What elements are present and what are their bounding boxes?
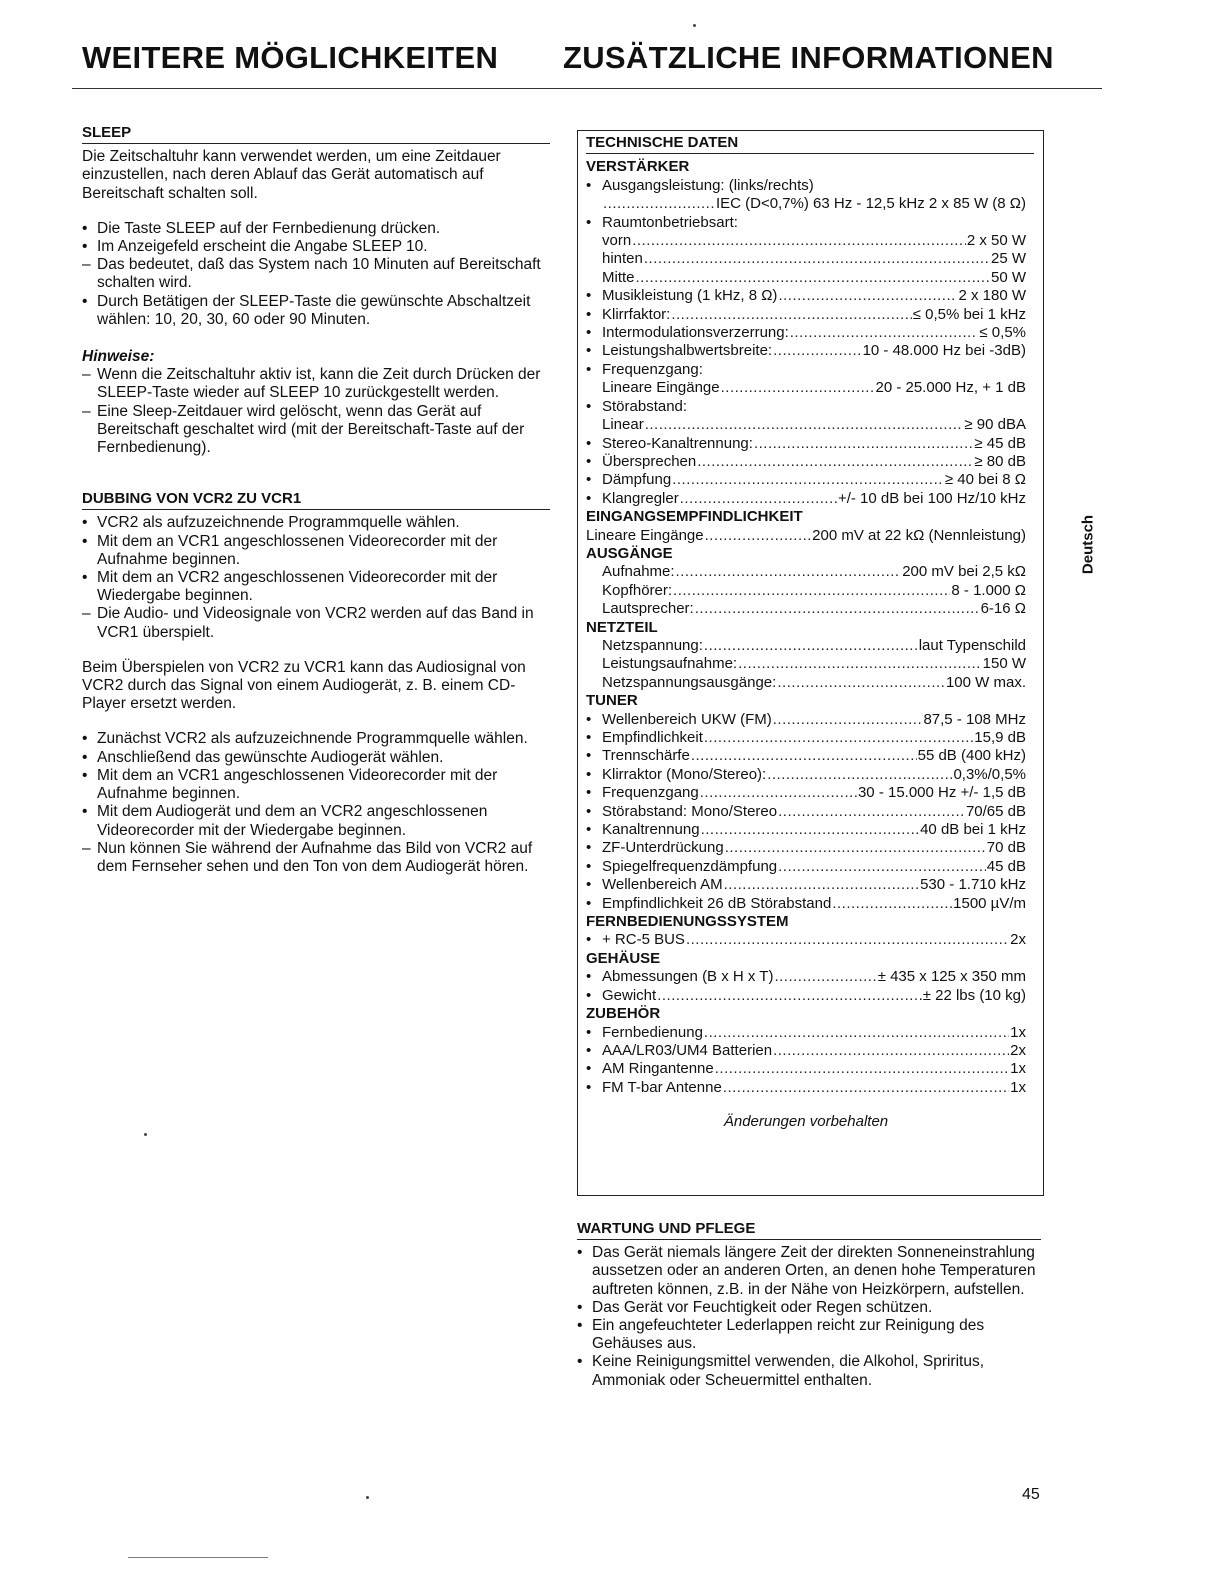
spec-row bbox=[586, 1042, 1026, 1060]
spec-row bbox=[586, 214, 1026, 232]
dot-leader bbox=[691, 747, 917, 765]
list-text: Zunächst VCR2 als aufzuzeichnende Programmquelle wählen. bbox=[97, 730, 528, 748]
spec-value: 1x bbox=[1010, 1060, 1026, 1078]
maintenance-items bbox=[577, 1244, 1041, 1390]
list-item bbox=[577, 1299, 1041, 1317]
spec-label: Empfindlichkeit 26 dB Störabstand bbox=[602, 894, 832, 912]
dot-leader bbox=[738, 655, 982, 673]
list-item bbox=[82, 730, 550, 748]
spec-value: 2 x 50 W bbox=[966, 232, 1026, 250]
spec-row bbox=[586, 379, 1026, 397]
list-text: Die Audio- und Videosignale von VCR2 werden auf das Band in VCR1 überspielt. bbox=[97, 605, 534, 641]
spec-row bbox=[586, 342, 1026, 360]
list-text: Ein angefeuchteter Lederlappen reicht zur Reinigung des Gehäuses aus. bbox=[592, 1317, 985, 1353]
spec-value: 45 dB bbox=[986, 857, 1026, 875]
spec-row bbox=[586, 655, 1026, 673]
spec-heading: TUNER bbox=[586, 692, 638, 710]
list-text: VCR2 als aufzuzeichnende Programmquelle wählen. bbox=[97, 514, 460, 532]
spec-label: Kanaltrennung bbox=[602, 821, 700, 839]
sleep-notes-title: Hinweise: bbox=[82, 348, 155, 366]
spec-label: Stereo-Kanaltrennung: bbox=[602, 434, 753, 452]
list-text: Keine Reinigungsmittel verwenden, die Alkohol, Spriritus, Ammoniak oder Scheuermittel enthalten. bbox=[592, 1353, 985, 1389]
list-marker: • bbox=[82, 803, 88, 821]
list-text: Das bedeutet, daß das System nach 10 Minuten auf Bereitschaft schalten wird. bbox=[97, 256, 541, 292]
spec-value: ± 435 x 125 x 350 mm bbox=[877, 968, 1026, 986]
dot-leader bbox=[695, 600, 980, 618]
list-marker: – bbox=[82, 839, 91, 857]
list-item bbox=[82, 749, 550, 767]
dot-leader bbox=[686, 931, 1009, 949]
dot-leader bbox=[657, 987, 922, 1005]
spec-label: Störabstand: Mono/Stereo bbox=[602, 802, 778, 820]
spec-label: Fernbedienung bbox=[602, 1023, 703, 1041]
list-marker: • bbox=[82, 569, 88, 587]
spec-value: 1x bbox=[1010, 1078, 1026, 1096]
spec-heading: AUSGÄNGE bbox=[586, 544, 673, 562]
spec-value: laut Typenschild bbox=[918, 636, 1026, 654]
spec-label: Netzspannungsausgänge: bbox=[602, 673, 777, 691]
dot-leader bbox=[697, 453, 973, 471]
spec-label: FM T-bar Antenne bbox=[602, 1078, 722, 1096]
spec-label: Gewicht bbox=[602, 986, 657, 1004]
spec-row bbox=[586, 490, 1026, 508]
sleep-steps bbox=[82, 220, 550, 329]
list-marker: • bbox=[577, 1317, 583, 1335]
spec-label: Leistungsaufnahme: bbox=[602, 655, 738, 673]
list-text: Mit dem an VCR2 angeschlossenen Videorecorder mit der Wiedergabe beginnen. bbox=[97, 569, 498, 605]
spec-value: 15,9 dB bbox=[974, 729, 1026, 746]
list-marker: • bbox=[577, 1298, 583, 1316]
spec-bullet: • bbox=[586, 471, 592, 489]
spec-bullet: • bbox=[586, 729, 592, 746]
spec-row bbox=[586, 527, 1026, 545]
spec-value: 25 W bbox=[990, 250, 1026, 268]
list-item bbox=[82, 366, 550, 402]
spec-bullet: • bbox=[586, 213, 592, 231]
spec-bullet: • bbox=[586, 1023, 592, 1041]
spec-value: 50 W bbox=[990, 268, 1026, 286]
list-item bbox=[82, 256, 550, 292]
spec-title: TECHNISCHE DATEN bbox=[586, 134, 1034, 154]
spec-bullet: • bbox=[586, 360, 592, 378]
dot-leader bbox=[773, 1042, 1009, 1060]
spec-row bbox=[586, 968, 1026, 986]
spec-row bbox=[586, 582, 1026, 600]
spec-label: Frequenzgang: bbox=[602, 360, 703, 378]
spec-row bbox=[586, 1060, 1026, 1078]
dot-leader bbox=[715, 1060, 1009, 1078]
spec-value: 1x bbox=[1010, 1023, 1026, 1041]
list-marker: • bbox=[82, 514, 88, 532]
spec-label: vorn bbox=[602, 232, 632, 250]
spec-value: 100 W max. bbox=[945, 673, 1026, 691]
spec-label: Störabstand: bbox=[602, 397, 688, 415]
spec-row bbox=[586, 747, 1026, 765]
dot-leader bbox=[671, 306, 911, 324]
spec-value: +/- 10 dB bei 100 Hz/10 kHz bbox=[837, 489, 1026, 507]
list-marker: • bbox=[82, 238, 88, 256]
spec-bullet: • bbox=[586, 857, 592, 875]
dot-leader bbox=[680, 490, 837, 508]
spec-row bbox=[586, 931, 1026, 949]
list-text: Wenn die Zeitschaltuhr aktiv ist, kann die Zeit durch Drücken der SLEEP-Taste wieder auf SLEEP 10 zurückgestellt werden. bbox=[97, 366, 541, 402]
spec-row bbox=[586, 471, 1026, 489]
spec-heading: GEHÄUSE bbox=[586, 949, 661, 967]
spec-row bbox=[586, 306, 1026, 324]
spec-bullet: • bbox=[586, 1078, 592, 1096]
spec-row bbox=[586, 839, 1026, 857]
spec-bullet: • bbox=[586, 397, 592, 415]
spec-value: 2x bbox=[1010, 1041, 1026, 1059]
dot-leader bbox=[632, 232, 966, 250]
dot-leader bbox=[790, 324, 979, 342]
spec-value: ± 22 lbs (10 kg) bbox=[922, 986, 1026, 1004]
spec-label: Leistungshalbwertsbreite: bbox=[602, 342, 773, 360]
spec-row bbox=[586, 416, 1026, 434]
spec-label: Netzspannung: bbox=[602, 636, 703, 654]
dot-leader bbox=[773, 711, 923, 729]
spec-row bbox=[586, 637, 1026, 655]
spec-label: Ausgangsleistung: (links/rechts) bbox=[602, 176, 814, 194]
dot-leader bbox=[721, 379, 875, 397]
list-text: Das Gerät vor Feuchtigkeit oder Regen schützen. bbox=[592, 1298, 933, 1316]
dot-leader bbox=[700, 784, 857, 802]
spec-row bbox=[586, 987, 1026, 1005]
dot-leader bbox=[778, 803, 965, 821]
spec-row bbox=[586, 784, 1026, 802]
spec-bullet: • bbox=[586, 342, 592, 360]
spec-label: Lineare Eingänge bbox=[586, 526, 704, 544]
list-item bbox=[82, 605, 550, 641]
spec-bullet: • bbox=[586, 968, 592, 986]
spec-value: ≥ 80 dB bbox=[974, 452, 1026, 470]
dot-leader bbox=[644, 250, 990, 268]
dot-leader bbox=[774, 968, 876, 986]
dot-leader bbox=[676, 563, 902, 581]
spec-label: Linear bbox=[602, 416, 644, 434]
spec-label: Trennschärfe bbox=[602, 747, 690, 765]
spec-label: hinten bbox=[602, 250, 643, 268]
spec-value: 40 dB bei 1 kHz bbox=[920, 821, 1026, 839]
spec-value: 0,3%/0,5% bbox=[953, 765, 1026, 783]
spec-row bbox=[586, 729, 1026, 747]
spec-bullet: • bbox=[586, 489, 592, 507]
spec-bullet: • bbox=[586, 1041, 592, 1059]
spec-bullet: • bbox=[586, 821, 592, 839]
footer-line bbox=[128, 1557, 268, 1558]
spec-value: 2x bbox=[1010, 931, 1026, 949]
dot-leader bbox=[832, 895, 952, 913]
spec-heading: ZUBEHÖR bbox=[586, 1005, 661, 1023]
spec-row bbox=[586, 250, 1026, 268]
spec-row bbox=[586, 269, 1026, 287]
spec-value: 55 dB (400 kHz) bbox=[917, 747, 1026, 765]
spec-value: ≤ 0,5% bbox=[979, 324, 1026, 342]
dot-leader bbox=[778, 287, 957, 305]
spec-row bbox=[586, 876, 1026, 894]
list-marker: – bbox=[82, 402, 91, 420]
page-title-right: ZUSÄTZLICHE INFORMATIONEN bbox=[563, 40, 1054, 75]
list-item bbox=[82, 533, 550, 569]
spec-label: Kopfhörer: bbox=[602, 581, 673, 599]
spec-row bbox=[586, 361, 1026, 379]
sleep-title: SLEEP bbox=[82, 124, 550, 144]
spec-label: ZF-Unterdrückung bbox=[602, 839, 724, 857]
list-item bbox=[82, 803, 550, 839]
list-item bbox=[82, 403, 550, 458]
dot-leader bbox=[673, 582, 950, 600]
list-text: Durch Betätigen der SLEEP-Taste die gewünschte Abschaltzeit wählen: 10, 20, 30, 60 oder 90 Minuten. bbox=[97, 292, 531, 328]
spec-row bbox=[586, 803, 1026, 821]
spec-row bbox=[586, 1024, 1026, 1042]
list-item bbox=[82, 514, 550, 532]
spec-label: Dämpfung bbox=[602, 471, 672, 489]
dot-leader bbox=[704, 637, 918, 655]
list-marker: • bbox=[82, 292, 88, 310]
sleep-intro: Die Zeitschaltuhr kann verwendet werden, um eine Zeitdauer einzustellen, nach deren Ablauf das Gerät automatisch auf Bereitschaft schalten soll. bbox=[82, 148, 501, 202]
spec-bullet: • bbox=[586, 876, 592, 894]
scan-dot bbox=[693, 24, 696, 27]
list-text: Mit dem Audiogerät und dem an VCR2 angeschlossenen Videorecorder mit der Wiedergabe beginnen. bbox=[97, 803, 488, 839]
list-item bbox=[82, 293, 550, 329]
spec-label: Frequenzgang bbox=[602, 784, 699, 802]
dot-leader bbox=[723, 1079, 1009, 1097]
dubbing-title: DUBBING VON VCR2 ZU VCR1 bbox=[82, 490, 550, 510]
dot-leader bbox=[773, 342, 861, 360]
spec-label: Lautsprecher: bbox=[602, 600, 694, 618]
dot-leader bbox=[777, 674, 945, 692]
list-text: Eine Sleep-Zeitdauer wird gelöscht, wenn das Gerät auf Bereitschaft geschaltet wird (mit der Bereitschaft-Taste auf der Fernbedienung). bbox=[97, 402, 525, 457]
spec-value: 2 x 180 W bbox=[958, 287, 1026, 305]
spec-value: 20 - 25.000 Hz, + 1 dB bbox=[875, 379, 1026, 397]
list-item bbox=[577, 1244, 1041, 1299]
spec-bullet: • bbox=[586, 324, 592, 342]
spec-bullet: • bbox=[586, 287, 592, 305]
spec-value: 150 W bbox=[982, 655, 1026, 673]
spec-label: Klirrfaktor: bbox=[602, 305, 671, 323]
spec-label: Aufnahme: bbox=[602, 563, 675, 581]
spec-bullet: • bbox=[586, 931, 592, 949]
spec-bullet: • bbox=[586, 802, 592, 820]
spec-bullet: • bbox=[586, 894, 592, 912]
list-marker: • bbox=[577, 1244, 583, 1262]
spec-row bbox=[586, 858, 1026, 876]
list-marker: • bbox=[82, 730, 88, 748]
spec-label: Abmessungen (B x H x T) bbox=[602, 968, 774, 986]
list-item bbox=[577, 1353, 1041, 1389]
spec-label: Wellenbereich UKW (FM) bbox=[602, 710, 772, 728]
dot-leader bbox=[705, 527, 812, 545]
header-rule bbox=[72, 88, 1102, 89]
spec-value: ≥ 45 dB bbox=[974, 434, 1026, 452]
spec-label: AAA/LR03/UM4 Batterien bbox=[602, 1041, 773, 1059]
dot-leader bbox=[636, 269, 990, 287]
list-item bbox=[82, 569, 550, 605]
sleep-notes bbox=[82, 366, 550, 457]
dot-leader bbox=[754, 435, 973, 453]
spec-row bbox=[586, 435, 1026, 453]
spec-bullet: • bbox=[586, 784, 592, 802]
list-marker: – bbox=[82, 366, 91, 384]
spec-label: Klangregler bbox=[602, 489, 679, 507]
list-marker: • bbox=[82, 766, 88, 784]
dot-leader bbox=[672, 471, 944, 489]
spec-bullet: • bbox=[586, 434, 592, 452]
spec-value: ≥ 90 dBA bbox=[964, 416, 1026, 434]
dot-leader bbox=[704, 1024, 1009, 1042]
spec-row bbox=[586, 195, 1026, 213]
dot-leader bbox=[767, 766, 952, 784]
spec-value: IEC (D<0,7%) 63 Hz - 12,5 kHz 2 x 85 W (8 Ω) bbox=[715, 195, 1026, 213]
dot-leader bbox=[603, 195, 715, 213]
scan-dot bbox=[366, 1496, 369, 1499]
list-marker: • bbox=[82, 532, 88, 550]
dubbing-steps-2 bbox=[82, 730, 550, 876]
spec-bullet: • bbox=[586, 176, 592, 194]
maintenance-section bbox=[577, 1220, 1041, 1390]
spec-label: Klirraktor (Mono/Stereo): bbox=[602, 765, 767, 783]
spec-heading: NETZTEIL bbox=[586, 618, 658, 636]
spec-bullet: • bbox=[586, 839, 592, 857]
spec-label: Mitte bbox=[602, 268, 635, 286]
dubbing-steps bbox=[82, 514, 550, 641]
spec-value: 1500 µV/m bbox=[953, 894, 1026, 912]
spec-value: 10 - 48.000 Hz bei -3dB) bbox=[862, 342, 1026, 360]
spec-row bbox=[586, 398, 1026, 416]
spec-label: Wellenbereich AM bbox=[602, 876, 723, 894]
list-text: Mit dem an VCR1 angeschlossenen Videorecorder mit der Aufnahme beginnen. bbox=[97, 532, 498, 568]
spec-value: 8 - 1.000 Ω bbox=[951, 581, 1026, 599]
page-title-left: WEITERE MÖGLICHKEITEN bbox=[82, 40, 499, 75]
list-text: Das Gerät niemals längere Zeit der direkten Sonneneinstrahlung aussetzen oder an anderen Orten, an denen hohe Temperaturen auftreten können, z.B. in der Nähe von Heizkörpern, aufstellen. bbox=[592, 1244, 1036, 1298]
list-text: Anschließend das gewünschte Audiogerät wählen. bbox=[97, 748, 444, 766]
spec-row bbox=[586, 895, 1026, 913]
spec-bullet: • bbox=[586, 747, 592, 765]
dot-leader bbox=[778, 858, 986, 876]
spec-sections bbox=[586, 158, 1026, 1097]
spec-value: ≤ 0,5% bei 1 kHz bbox=[912, 305, 1026, 323]
spec-row bbox=[586, 287, 1026, 305]
list-marker: • bbox=[82, 219, 88, 237]
spec-label: Intermodulationsverzerrung: bbox=[602, 324, 789, 342]
spec-label: Raumtonbetriebsart: bbox=[602, 213, 738, 231]
page-number: 45 bbox=[1022, 1486, 1040, 1503]
dot-leader bbox=[704, 729, 973, 747]
maintenance-title: WARTUNG UND PFLEGE bbox=[577, 1220, 1041, 1240]
spec-bullet: • bbox=[586, 710, 592, 728]
spec-row bbox=[586, 1079, 1026, 1097]
dubbing-paragraph: Beim Überspielen von VCR2 zu VCR1 kann das Audiosignal von VCR2 durch das Signal von einem Audiogerät, z. B. einem CD-Player ersetzt werden. bbox=[82, 658, 526, 713]
spec-label: Übersprechen bbox=[602, 452, 697, 470]
spec-value: 200 mV at 22 kΩ (Nennleistung) bbox=[812, 526, 1026, 544]
spec-note: Änderungen vorbehalten bbox=[723, 1113, 889, 1131]
spec-value: 70/65 dB bbox=[965, 802, 1026, 820]
list-item bbox=[82, 840, 550, 876]
spec-value: 70 dB bbox=[986, 839, 1026, 857]
spec-label: + RC-5 BUS bbox=[602, 931, 685, 949]
list-text: Die Taste SLEEP auf der Fernbedienung drücken. bbox=[97, 219, 441, 237]
scan-dot bbox=[144, 1133, 147, 1136]
spec-bullet: • bbox=[586, 986, 592, 1004]
list-marker: • bbox=[82, 748, 88, 766]
list-item bbox=[82, 238, 550, 256]
spec-value: ≥ 40 bei 8 Ω bbox=[944, 471, 1026, 489]
spec-label: Empfindlichkeit bbox=[602, 729, 703, 746]
spec-heading: VERSTÄRKER bbox=[586, 158, 690, 176]
list-marker: • bbox=[577, 1353, 583, 1371]
spec-row bbox=[586, 766, 1026, 784]
spec-value: 200 mV bei 2,5 kΩ bbox=[902, 563, 1026, 581]
list-item bbox=[82, 220, 550, 238]
spec-row bbox=[586, 177, 1026, 195]
spec-heading: EINGANGSEMPFINDLICHKEIT bbox=[586, 508, 803, 526]
list-text: Im Anzeigefeld erscheint die Angabe SLEEP 10. bbox=[97, 238, 428, 256]
list-marker: – bbox=[82, 605, 91, 623]
spec-row bbox=[586, 600, 1026, 618]
spec-label: Musikleistung (1 kHz, 8 Ω) bbox=[602, 287, 778, 305]
spec-bullet: • bbox=[586, 452, 592, 470]
list-text: Mit dem an VCR1 angeschlossenen Videorecorder mit der Aufnahme beginnen. bbox=[97, 766, 498, 803]
spec-label: Spiegelfrequenzdämpfung bbox=[602, 857, 778, 875]
left-column bbox=[82, 124, 550, 876]
spec-bullet: • bbox=[586, 305, 592, 323]
side-language-label: Deutsch bbox=[1079, 514, 1097, 575]
spec-label: Lineare Eingänge bbox=[602, 379, 720, 397]
technical-data bbox=[586, 134, 1026, 1132]
spec-bullet: • bbox=[586, 765, 592, 783]
spec-value: 530 - 1.710 kHz bbox=[920, 876, 1026, 894]
spec-row bbox=[586, 232, 1026, 250]
spec-heading: FERNBEDIENUNGSSYSTEM bbox=[586, 913, 789, 931]
spec-row bbox=[586, 821, 1026, 839]
spec-row bbox=[586, 563, 1026, 581]
list-item bbox=[577, 1317, 1041, 1353]
list-item bbox=[82, 767, 550, 803]
spec-value: 87,5 - 108 MHz bbox=[923, 710, 1026, 728]
list-text: Nun können Sie während der Aufnahme das Bild von VCR2 auf dem Fernseher sehen und den Ton von dem Audiogerät hören. bbox=[97, 839, 533, 875]
spec-value: 6-16 Ω bbox=[980, 600, 1026, 618]
spec-bullet: • bbox=[586, 1060, 592, 1078]
spec-row bbox=[586, 453, 1026, 471]
spec-row bbox=[586, 711, 1026, 729]
spec-label: AM Ringantenne bbox=[602, 1060, 714, 1078]
spec-row bbox=[586, 674, 1026, 692]
dot-leader bbox=[725, 839, 986, 857]
spec-value: 30 - 15.000 Hz +/- 1,5 dB bbox=[857, 784, 1026, 802]
list-marker: – bbox=[82, 256, 91, 274]
dot-leader bbox=[724, 876, 919, 894]
spec-row bbox=[586, 324, 1026, 342]
dot-leader bbox=[701, 821, 920, 839]
dot-leader bbox=[645, 416, 964, 434]
